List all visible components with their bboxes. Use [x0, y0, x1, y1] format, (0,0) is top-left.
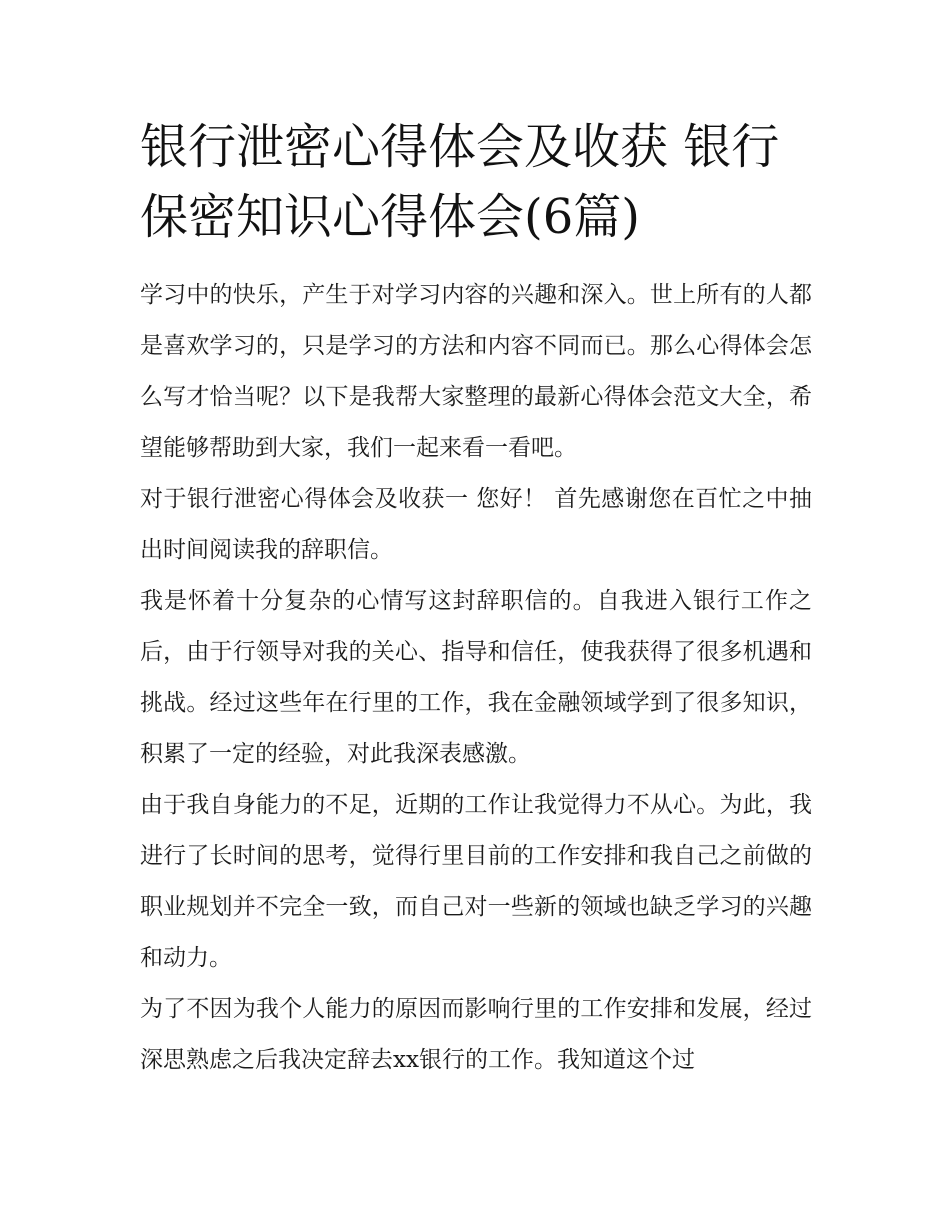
paragraph-decision: 为了不因为我个人能力的原因而影响行里的工作安排和发展，经过深思熟虑之后我决定辞去xx银行的工作。我知道这个过 — [140, 996, 812, 1073]
paragraph-gratitude: 我是怀着十分复杂的心情写这封辞职信的。自我进入银行工作之后，由于行领导对我的关心、指导和信任，使我获得了很多机遇和挑战。经过这些年在行里的工作，我在金融领域学到了很多知识，积累了一定的经验，对此我深表感激。 — [140, 588, 812, 767]
document-body — [140, 112, 812, 1086]
paragraph-greeting: 对于银行泄密心得体会及收获一 您好！ 首先感谢您在百忙之中抽出时间阅读我的辞职信。 — [140, 486, 812, 563]
paragraph-intro: 学习中的快乐，产生于对学习内容的兴趣和深入。世上所有的人都是喜欢学习的，只是学习的方法和内容不同而已。那么心得体会怎么写才恰当呢？以下是我帮大家整理的最新心得体会范文大全，希望能够帮助到大家，我们一起来看一看吧。 — [140, 282, 812, 461]
document-title: 银行泄密心得体会及收获 银行保密知识心得体会(6篇) — [140, 119, 780, 245]
paragraph-reason: 由于我自身能力的不足，近期的工作让我觉得力不从心。为此，我进行了长时间的思考，觉得行里目前的工作安排和我自己之前做的职业规划并不完全一致，而自己对一些新的领域也缺乏学习的兴趣和动力。 — [140, 792, 812, 971]
